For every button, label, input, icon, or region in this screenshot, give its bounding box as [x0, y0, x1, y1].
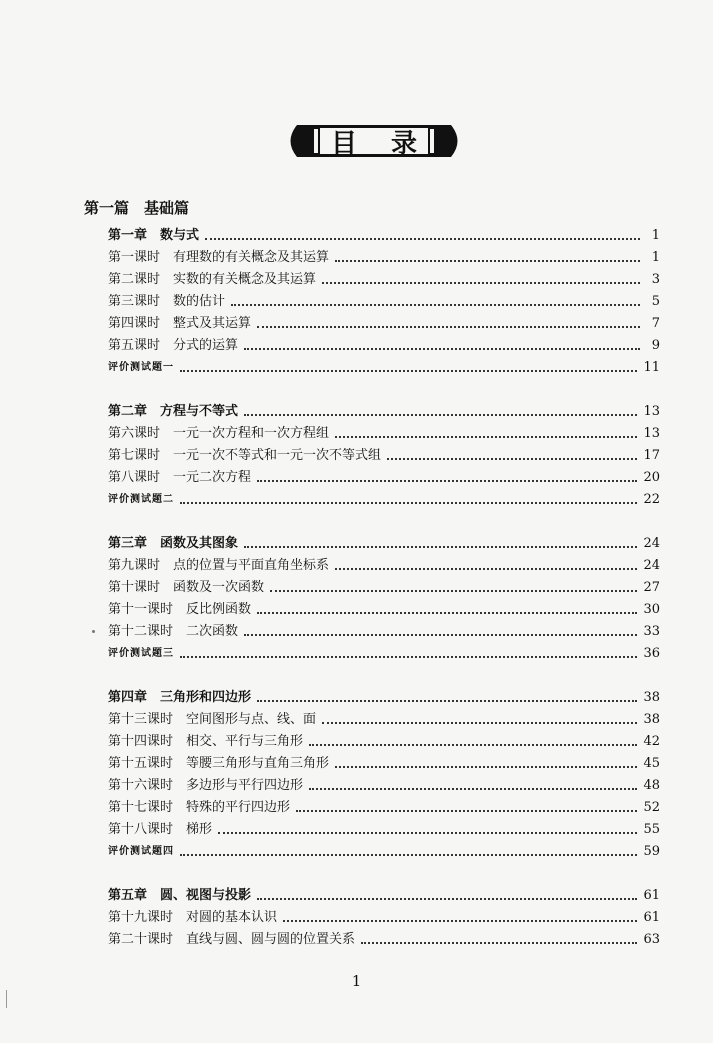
dot-leader [322, 722, 637, 724]
toc-entry-label: 评价测试题二 [108, 494, 174, 505]
toc-entry-page: 33 [643, 624, 660, 639]
toc-lesson-row[interactable] [108, 554, 660, 574]
toc-entry-page: 52 [643, 800, 660, 815]
toc-entry-label: 第十四课时 相交、平行与三角形 [108, 734, 304, 749]
toc-entry-page: 27 [643, 580, 660, 595]
page-number: 1 [351, 972, 362, 990]
margin-dot [92, 630, 95, 633]
toc-lesson-row[interactable] [108, 774, 660, 794]
toc-entry-label: 评价测试题四 [108, 846, 174, 857]
toc-entry-page: 17 [643, 448, 660, 463]
toc-entry-label: 第一课时 有理数的有关概念及其运算 [108, 250, 330, 265]
toc-entry-label: 第二课时 实数的有关概念及其运算 [108, 272, 317, 287]
toc-lesson-row[interactable] [108, 246, 660, 266]
toc-lesson-row[interactable] [108, 290, 660, 310]
toc-entry-label: 第二章 方程与不等式 [108, 404, 239, 419]
toc-entry-label: 第十九课时 对圆的基本认识 [108, 910, 278, 925]
dot-leader [270, 590, 637, 592]
toc-entry-label: 第十五课时 等腰三角形与直角三角形 [108, 756, 330, 771]
dot-leader [335, 766, 637, 768]
part-title: 第一篇 基础篇 [84, 199, 190, 217]
toc-entry-page: 7 [651, 316, 660, 331]
toc-entry-label: 评价测试题一 [108, 362, 174, 373]
toc-entry-label: 第十三课时 空间图形与点、线、面 [108, 712, 317, 727]
dot-leader [335, 436, 637, 438]
toc-entry-page: 11 [643, 360, 660, 375]
toc-lesson-row[interactable] [108, 620, 660, 640]
toc-entry-label: 第二十课时 直线与圆、圆与圆的位置关系 [108, 932, 356, 947]
dot-leader [257, 480, 637, 482]
toc-entry-page: 45 [643, 756, 660, 771]
toc-entry-label: 第十七课时 特殊的平行四边形 [108, 800, 291, 815]
toc-lesson-row[interactable] [108, 818, 660, 838]
toc-entry-label: 第十六课时 多边形与平行四边形 [108, 778, 304, 793]
toc-entry-label: 第七课时 一元一次不等式和一元一次不等式组 [108, 448, 382, 463]
toc-entry-page: 13 [643, 404, 660, 419]
toc-chapter-row[interactable] [108, 532, 660, 552]
toc-lesson-row[interactable] [108, 708, 660, 728]
toc-lesson-row[interactable] [108, 422, 660, 442]
toc-chapter-row[interactable] [108, 686, 660, 706]
dot-leader [218, 832, 637, 834]
toc-entry-page: 48 [643, 778, 660, 793]
dot-leader [361, 942, 637, 944]
toc-entry-page: 20 [643, 470, 660, 485]
toc-entry-label: 第一章 数与式 [108, 228, 200, 243]
toc-entry-page: 1 [651, 250, 660, 265]
toc-entry-page: 38 [643, 690, 660, 705]
toc-lesson-row[interactable] [108, 268, 660, 288]
toc-lesson-row[interactable] [108, 334, 660, 354]
toc-entry-label: 第十八课时 梯形 [108, 822, 213, 837]
toc-entry-label: 第四章 三角形和四边形 [108, 690, 252, 705]
dot-leader [335, 568, 637, 570]
toc-entry-page: 24 [643, 536, 660, 551]
toc-entry-page: 42 [643, 734, 660, 749]
dot-leader [322, 282, 640, 284]
dot-leader [309, 788, 637, 790]
toc-entry-label: 第九课时 点的位置与平面直角坐标系 [108, 558, 330, 573]
toc-entry-page: 36 [643, 646, 660, 661]
toc-entry-label: 第八课时 一元二次方程 [108, 470, 252, 485]
toc-chapter-row[interactable] [108, 884, 660, 904]
toc-lesson-row[interactable] [108, 928, 660, 948]
toc-entry-label: 第十课时 函数及一次函数 [108, 580, 265, 595]
toc-entry-page: 3 [651, 272, 660, 287]
toc-entry-page: 13 [643, 426, 660, 441]
toc-entry-page: 24 [643, 558, 660, 573]
dot-leader [231, 304, 640, 306]
toc-entry-label: 第十二课时 二次函数 [108, 624, 239, 639]
toc-lesson-row[interactable] [108, 906, 660, 926]
toc-entry-page: 61 [643, 910, 660, 925]
dot-leader [180, 854, 637, 856]
toc-entry-page: 59 [643, 844, 660, 859]
toc-entry-page: 61 [643, 888, 660, 903]
dot-leader [257, 612, 637, 614]
toc-test-row[interactable] [108, 488, 660, 508]
toc-lesson-row[interactable] [108, 466, 660, 486]
toc-title-banner [283, 122, 465, 160]
toc-entry-label: 第六课时 一元一次方程和一次方程组 [108, 426, 330, 441]
toc-entry-page: 63 [643, 932, 660, 947]
dot-leader [180, 370, 637, 372]
toc-entry-label: 第四课时 整式及其运算 [108, 316, 252, 331]
toc-chapter-row[interactable] [108, 224, 660, 244]
toc-test-row[interactable] [108, 840, 660, 860]
dot-leader [244, 546, 637, 548]
toc-entry-page: 22 [643, 492, 660, 507]
dot-leader [244, 634, 637, 636]
dot-leader [257, 700, 637, 702]
toc-entry-label: 第十一课时 反比例函数 [108, 602, 252, 617]
dot-leader [296, 810, 637, 812]
toc-entry-page: 1 [651, 228, 660, 243]
toc-test-row[interactable] [108, 356, 660, 376]
dot-leader [257, 326, 640, 328]
dot-leader [309, 744, 637, 746]
toc-lesson-row[interactable] [108, 312, 660, 332]
toc-lesson-row[interactable] [108, 598, 660, 618]
toc-entry-label: 第三章 函数及其图象 [108, 536, 239, 551]
dot-leader [180, 502, 637, 504]
toc-entry-label: 第五章 圆、视图与投影 [108, 888, 252, 903]
dot-leader [283, 920, 637, 922]
dot-leader [244, 414, 637, 416]
toc-lesson-row[interactable] [108, 752, 660, 772]
toc-entry-page: 9 [651, 338, 660, 353]
dot-leader [335, 260, 640, 262]
toc-entry-page: 55 [643, 822, 660, 837]
toc-entry-page: 5 [651, 294, 660, 309]
dot-leader [205, 238, 640, 240]
toc-test-row[interactable] [108, 642, 660, 662]
margin-mark [6, 990, 7, 1008]
dot-leader [244, 348, 640, 350]
toc-chapter-row[interactable] [108, 400, 660, 420]
toc-entry-page: 38 [643, 712, 660, 727]
toc-title: 目录 [330, 128, 451, 159]
toc-lesson-row[interactable] [108, 444, 660, 464]
toc-entry-label: 评价测试题三 [108, 648, 174, 659]
toc-lesson-row[interactable] [108, 796, 660, 816]
toc-entry-label: 第五课时 分式的运算 [108, 338, 239, 353]
dot-leader [180, 656, 637, 658]
toc-lesson-row[interactable] [108, 730, 660, 750]
toc-entry-page: 30 [643, 602, 660, 617]
toc-entry-label: 第三课时 数的估计 [108, 294, 226, 309]
dot-leader [387, 458, 637, 460]
dot-leader [257, 898, 637, 900]
toc-lesson-row[interactable] [108, 576, 660, 596]
